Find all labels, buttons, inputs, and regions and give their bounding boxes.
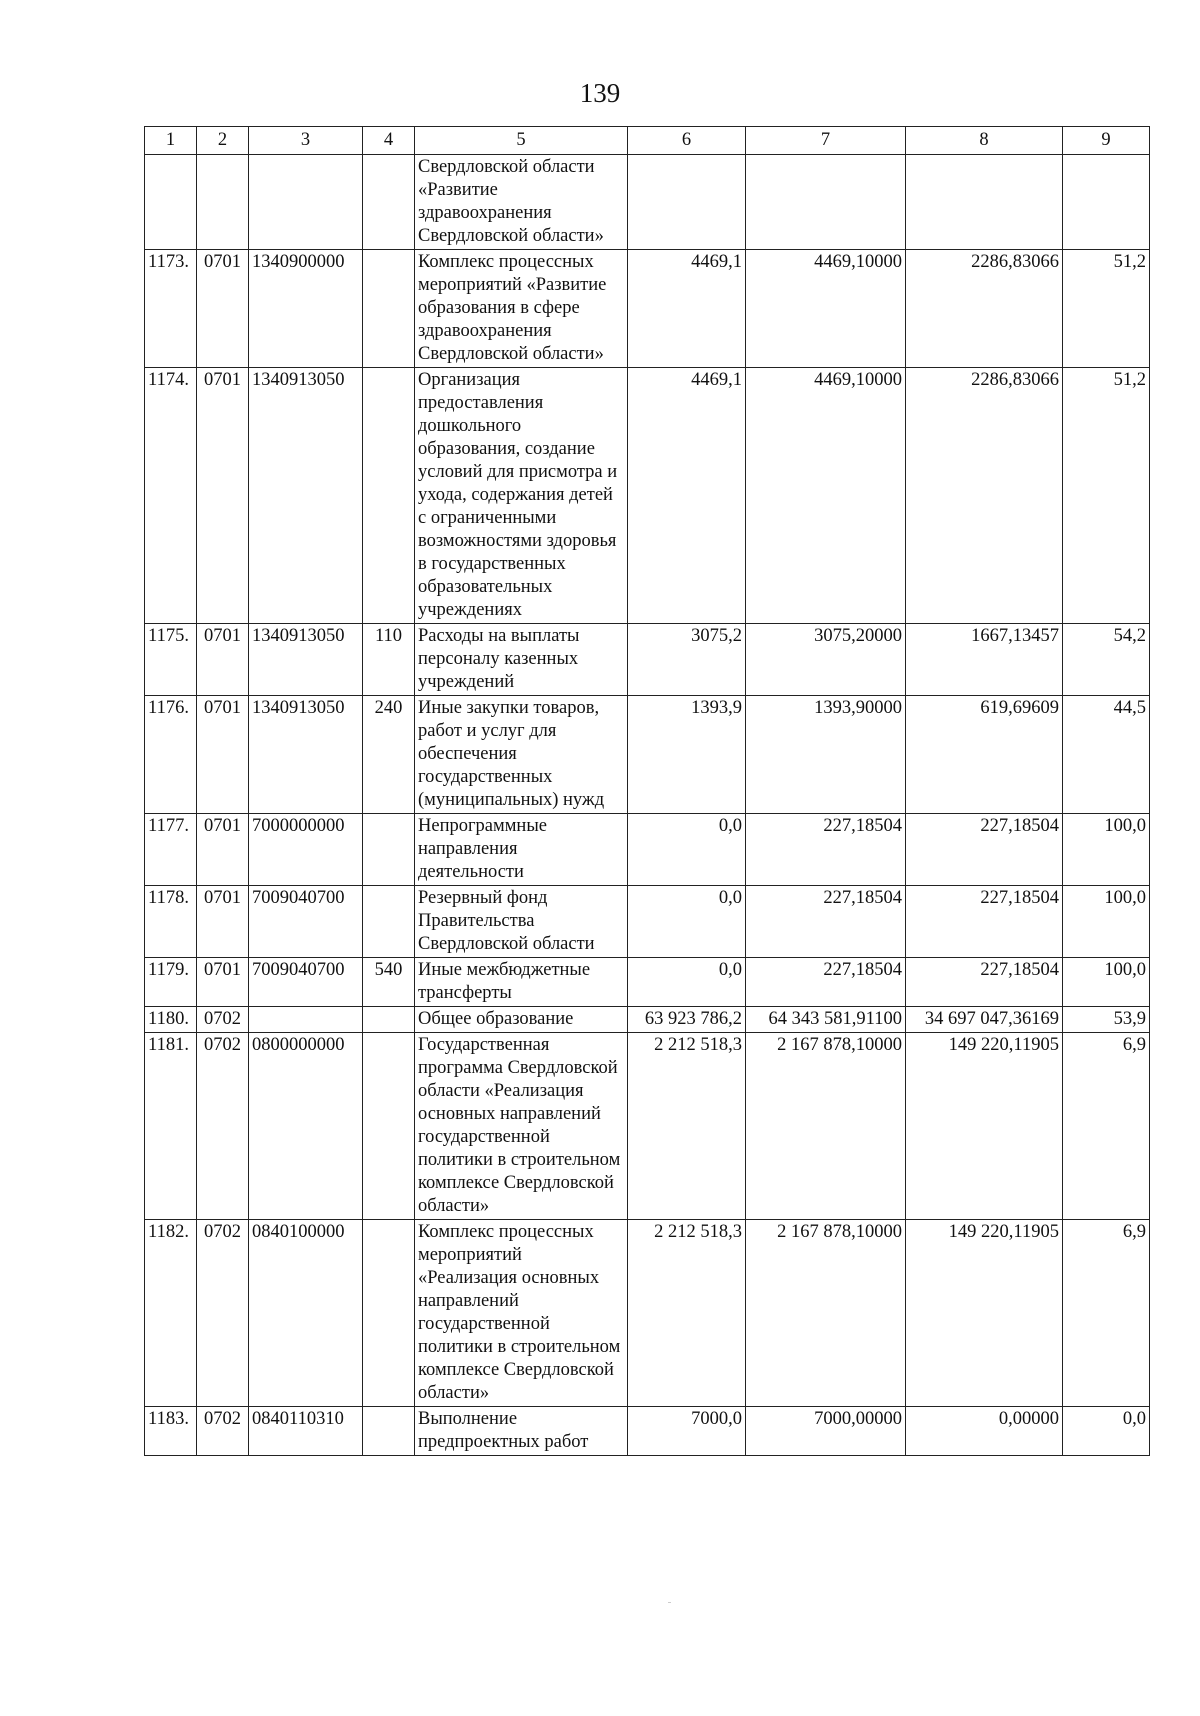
amount-col-6: 3075,2	[628, 624, 746, 696]
table-row	[145, 368, 1150, 624]
amount-col-7: 4469,10000	[746, 368, 906, 624]
expense-type-code	[363, 368, 415, 624]
percent-col-9: 44,5	[1063, 696, 1150, 814]
target-article-code: 1340900000	[249, 250, 363, 368]
item-name: Организация предоставления дошкольного образования, создание условий для присмотра и ухода, содержания детей с ограниченными возможностями здоровья в государственных образовательных учреждениях	[415, 368, 628, 624]
row-number: 1175.	[145, 624, 197, 696]
row-number: 1178.	[145, 886, 197, 958]
target-article-code: 1340913050	[249, 624, 363, 696]
percent-col-9: 53,9	[1063, 1007, 1150, 1033]
row-number: 1182.	[145, 1220, 197, 1407]
header-cell: 5	[415, 127, 628, 155]
item-name: Иные межбюджетные трансферты	[415, 958, 628, 1007]
item-name: Иные закупки товаров, работ и услуг для обеспечения государственных (муниципальных) нужд	[415, 696, 628, 814]
expense-type-code	[363, 250, 415, 368]
item-name: Расходы на выплаты персоналу казенных учреждений	[415, 624, 628, 696]
amount-col-6: 4469,1	[628, 250, 746, 368]
amount-col-8: 2286,83066	[906, 250, 1063, 368]
percent-col-9: 6,9	[1063, 1033, 1150, 1220]
header-cell: 3	[249, 127, 363, 155]
amount-col-6: 7000,0	[628, 1407, 746, 1456]
item-name: Комплекс процессных мероприятий «Развитие образования в сфере здравоохранения Свердловской области»	[415, 250, 628, 368]
header-cell: 6	[628, 127, 746, 155]
target-article-code: 0800000000	[249, 1033, 363, 1220]
header-cell: 7	[746, 127, 906, 155]
row-number: 1174.	[145, 368, 197, 624]
target-article-code: 0840100000	[249, 1220, 363, 1407]
amount-col-7: 227,18504	[746, 958, 906, 1007]
row-number: 1179.	[145, 958, 197, 1007]
amount-col-7: 227,18504	[746, 886, 906, 958]
section-code: 0701	[197, 696, 249, 814]
table-row	[145, 250, 1150, 368]
page-number: 139	[579, 78, 621, 108]
header-cell: 9	[1063, 127, 1150, 155]
expense-type-code	[363, 1407, 415, 1456]
budget-table	[144, 126, 1150, 1456]
table-row	[145, 1007, 1150, 1033]
amount-col-6: 1393,9	[628, 696, 746, 814]
amount-col-7: 7000,00000	[746, 1407, 906, 1456]
amount-col-8	[906, 155, 1063, 250]
section-code: 0702	[197, 1007, 249, 1033]
percent-col-9: 54,2	[1063, 624, 1150, 696]
table-row	[145, 1407, 1150, 1456]
table-body	[145, 155, 1150, 1456]
expense-type-code	[363, 1007, 415, 1033]
header-cell: 2	[197, 127, 249, 155]
amount-col-8: 227,18504	[906, 814, 1063, 886]
section-code: 0701	[197, 814, 249, 886]
expense-type-code: 110	[363, 624, 415, 696]
table-row	[145, 696, 1150, 814]
amount-col-8: 0,00000	[906, 1407, 1063, 1456]
amount-col-6: 0,0	[628, 958, 746, 1007]
table-row	[145, 958, 1150, 1007]
amount-col-6	[628, 155, 746, 250]
amount-col-6: 2 212 518,3	[628, 1033, 746, 1220]
section-code: 0701	[197, 624, 249, 696]
expense-type-code	[363, 1033, 415, 1220]
percent-col-9	[1063, 155, 1150, 250]
table-row	[145, 1033, 1150, 1220]
target-article-code: 1340913050	[249, 696, 363, 814]
expense-type-code	[363, 886, 415, 958]
target-article-code: 7009040700	[249, 886, 363, 958]
amount-col-8: 1667,13457	[906, 624, 1063, 696]
expense-type-code	[363, 814, 415, 886]
amount-col-8: 227,18504	[906, 958, 1063, 1007]
amount-col-8: 149 220,11905	[906, 1033, 1063, 1220]
amount-col-8: 149 220,11905	[906, 1220, 1063, 1407]
amount-col-7: 1393,90000	[746, 696, 906, 814]
table-row	[145, 624, 1150, 696]
item-name: Непрограммные направления деятельности	[415, 814, 628, 886]
amount-col-8: 619,69609	[906, 696, 1063, 814]
expense-type-code	[363, 155, 415, 250]
section-code: 0701	[197, 368, 249, 624]
row-number: 1183.	[145, 1407, 197, 1456]
percent-col-9: 0,0	[1063, 1407, 1150, 1456]
amount-col-8: 227,18504	[906, 886, 1063, 958]
expense-type-code	[363, 1220, 415, 1407]
section-code: 0701	[197, 250, 249, 368]
target-article-code: 7009040700	[249, 958, 363, 1007]
expense-type-code: 240	[363, 696, 415, 814]
section-code: 0702	[197, 1033, 249, 1220]
header-cell: 8	[906, 127, 1063, 155]
amount-col-8: 34 697 047,36169	[906, 1007, 1063, 1033]
amount-col-6: 0,0	[628, 814, 746, 886]
row-number: 1176.	[145, 696, 197, 814]
row-number: 1177.	[145, 814, 197, 886]
item-name: Выполнение предпроектных работ	[415, 1407, 628, 1456]
amount-col-7: 4469,10000	[746, 250, 906, 368]
table-header	[145, 127, 1150, 155]
item-name: Государственная программа Свердловской области «Реализация основных направлений государственной политики в строительном комплексе Свердловской области»	[415, 1033, 628, 1220]
scan-artifact	[668, 1602, 671, 1603]
item-name: Свердловской области «Развитие здравоохранения Свердловской области»	[415, 155, 628, 250]
percent-col-9: 51,2	[1063, 250, 1150, 368]
amount-col-6: 2 212 518,3	[628, 1220, 746, 1407]
table-row	[145, 1220, 1150, 1407]
percent-col-9: 100,0	[1063, 886, 1150, 958]
table-row	[145, 814, 1150, 886]
header-cell: 1	[145, 127, 197, 155]
target-article-code	[249, 155, 363, 250]
table-row	[145, 886, 1150, 958]
percent-col-9: 6,9	[1063, 1220, 1150, 1407]
target-article-code: 0840110310	[249, 1407, 363, 1456]
row-number: 1181.	[145, 1033, 197, 1220]
amount-col-7: 3075,20000	[746, 624, 906, 696]
amount-col-8: 2286,83066	[906, 368, 1063, 624]
item-name: Комплекс процессных мероприятий «Реализация основных направлений государственной политики в строительном комплексе Свердловской области»	[415, 1220, 628, 1407]
expense-type-code: 540	[363, 958, 415, 1007]
percent-col-9: 51,2	[1063, 368, 1150, 624]
item-name: Резервный фонд Правительства Свердловской области	[415, 886, 628, 958]
target-article-code	[249, 1007, 363, 1033]
percent-col-9: 100,0	[1063, 814, 1150, 886]
row-number: 1180.	[145, 1007, 197, 1033]
amount-col-7: 2 167 878,10000	[746, 1033, 906, 1220]
amount-col-6: 63 923 786,2	[628, 1007, 746, 1033]
amount-col-6: 0,0	[628, 886, 746, 958]
row-number	[145, 155, 197, 250]
row-number: 1173.	[145, 250, 197, 368]
amount-col-7: 2 167 878,10000	[746, 1220, 906, 1407]
target-article-code: 1340913050	[249, 368, 363, 624]
target-article-code: 7000000000	[249, 814, 363, 886]
item-name: Общее образование	[415, 1007, 628, 1033]
header-cell: 4	[363, 127, 415, 155]
table-row	[145, 155, 1150, 250]
percent-col-9: 100,0	[1063, 958, 1150, 1007]
section-code	[197, 155, 249, 250]
section-code: 0702	[197, 1407, 249, 1456]
amount-col-7: 227,18504	[746, 814, 906, 886]
amount-col-6: 4469,1	[628, 368, 746, 624]
header-row	[145, 127, 1150, 155]
section-code: 0701	[197, 958, 249, 1007]
amount-col-7	[746, 155, 906, 250]
section-code: 0701	[197, 886, 249, 958]
amount-col-7: 64 343 581,91100	[746, 1007, 906, 1033]
section-code: 0702	[197, 1220, 249, 1407]
